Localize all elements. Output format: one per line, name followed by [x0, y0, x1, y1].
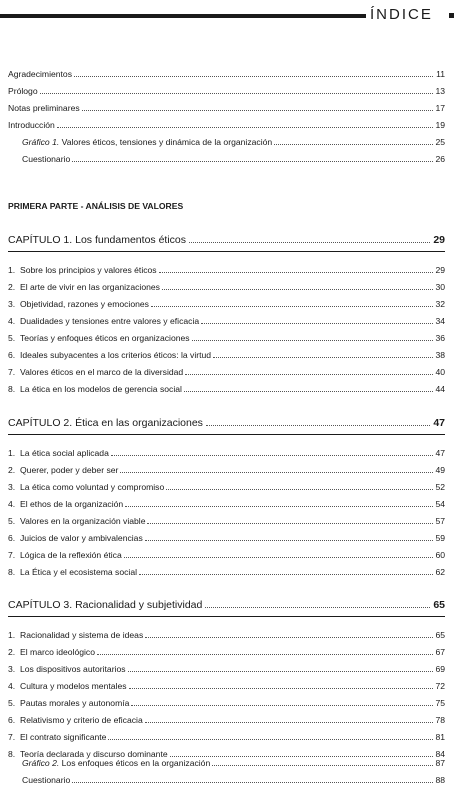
dot-leader: [274, 143, 433, 145]
toc-entry-page: 19: [435, 120, 445, 130]
toc-entry[interactable]: [8, 645, 445, 658]
toc-entry-number: 6.: [8, 715, 16, 725]
toc-entry-text: Racionalidad y sistema de ideas: [20, 630, 144, 640]
toc-entry-number: 8.: [8, 749, 16, 759]
toc-entry-text: Querer, poder y deber ser: [20, 465, 119, 475]
toc-entry-page: 88: [435, 775, 445, 785]
toc-entry-number: 4.: [8, 499, 16, 509]
toc-entry-number: 4.: [8, 681, 16, 691]
toc-entry-text: Notas preliminares: [8, 103, 80, 113]
toc-entry[interactable]: [8, 531, 445, 544]
dot-leader: [192, 339, 433, 341]
toc-entry[interactable]: [8, 331, 445, 344]
dot-leader: [131, 704, 433, 706]
chapter-title: CAPÍTULO 3. Racionalidad y subjetividad: [8, 599, 203, 611]
toc-entry-number: 2.: [8, 647, 16, 657]
toc-entry-page: 54: [435, 499, 445, 509]
toc-entry-page: 52: [435, 482, 445, 492]
graphic-label: Gráfico 2.: [22, 758, 60, 768]
graphic-label: Gráfico 1.: [22, 137, 60, 147]
toc-entry-page: 34: [435, 316, 445, 326]
dot-leader: [139, 573, 433, 575]
toc-entry[interactable]: [8, 297, 445, 310]
dot-leader: [213, 356, 433, 358]
toc-entry-page: 69: [435, 664, 445, 674]
toc-entry-text: Lógica de la reflexión ética: [20, 550, 122, 560]
toc-entry-number: 7.: [8, 367, 16, 377]
dot-leader: [124, 556, 433, 558]
dot-leader: [129, 687, 433, 689]
dot-leader: [184, 390, 433, 392]
toc-entry[interactable]: [8, 679, 445, 692]
toc-entry[interactable]: [8, 365, 445, 378]
toc-entry-page: 30: [435, 282, 445, 292]
toc-entry-text: Introducción: [8, 120, 55, 130]
toc-entry[interactable]: [8, 101, 445, 114]
chapter-rule: [8, 434, 445, 435]
toc-entry-text: El marco ideológico: [20, 647, 95, 657]
toc-entry-page: 38: [435, 350, 445, 360]
toc-entry-number: 3.: [8, 664, 16, 674]
toc-entry-page: 78: [435, 715, 445, 725]
toc-entry[interactable]: [8, 514, 445, 527]
chapter-heading[interactable]: [8, 415, 445, 430]
toc-entry-text: Los dispositivos autoritarios: [20, 664, 126, 674]
toc-entry-number: 7.: [8, 550, 16, 560]
chapter-page: 47: [433, 417, 445, 429]
dot-leader: [189, 241, 430, 243]
chapter-page: 29: [433, 234, 445, 246]
toc-entry-number: 1.: [8, 630, 16, 640]
chapter-title: CAPÍTULO 2. Ética en las organizaciones: [8, 417, 203, 429]
chapter-heading[interactable]: [8, 232, 445, 247]
dot-leader: [159, 271, 433, 273]
toc-entry-page: 60: [435, 550, 445, 560]
chapter-rule: [8, 251, 445, 252]
toc-entry-number: 5.: [8, 516, 16, 526]
dot-leader: [72, 160, 433, 162]
toc-entry-page: 81: [435, 732, 445, 742]
dot-leader: [72, 781, 433, 783]
toc-entry[interactable]: [8, 263, 445, 276]
dot-leader: [40, 92, 433, 94]
dot-leader: [74, 75, 433, 77]
toc-entry-page: 25: [435, 137, 445, 147]
graphic-title: Los enfoques éticos en la organización: [59, 758, 211, 768]
dot-leader: [82, 109, 433, 111]
toc-entry-text: Teoría declarada y discurso dominante: [20, 749, 168, 759]
toc-entry-graphic[interactable]: [22, 756, 445, 769]
toc-entry[interactable]: [8, 696, 445, 709]
part-heading: PRIMERA PARTE - ANÁLISIS DE VALORES: [8, 201, 184, 211]
toc-entry[interactable]: [8, 730, 445, 743]
toc-entry[interactable]: [8, 662, 445, 675]
toc-entry-text: Teorías y enfoques éticos en organizaciones: [20, 333, 190, 343]
toc-entry-text: Sobre los principios y valores éticos: [20, 265, 157, 275]
toc-entry[interactable]: [8, 446, 445, 459]
toc-entry-page: 84: [435, 749, 445, 759]
dot-leader: [128, 670, 433, 672]
toc-entry-questionnaire[interactable]: [22, 152, 445, 165]
toc-entry-page: 11: [436, 69, 445, 79]
toc-entry[interactable]: [8, 118, 445, 131]
chapter-page: 65: [433, 599, 445, 611]
dot-leader: [206, 424, 430, 426]
toc-entry-text: La ética social aplicada: [20, 448, 109, 458]
toc-entry-text: Valores en la organización viable: [20, 516, 146, 526]
toc-entry-page: 47: [435, 448, 445, 458]
toc-entry-page: 44: [435, 384, 445, 394]
toc-entry-text: La Ética y el ecosistema social: [20, 567, 138, 577]
dot-leader: [97, 653, 433, 655]
toc-entry-number: 5.: [8, 333, 16, 343]
toc-entry-page: 72: [435, 681, 445, 691]
toc-entry-number: 5.: [8, 698, 16, 708]
toc-entry-page: 59: [435, 533, 445, 543]
dot-leader: [57, 126, 433, 128]
dot-leader: [151, 305, 433, 307]
toc-entry-text: Juicios de valor y ambivalencias: [20, 533, 143, 543]
toc-entry-text: Agradecimientos: [8, 69, 73, 79]
dot-leader: [111, 454, 433, 456]
toc-entry-text: Prólogo: [8, 86, 38, 96]
toc-entry[interactable]: [8, 463, 445, 476]
toc-entry[interactable]: [8, 280, 445, 293]
dot-leader: [108, 738, 433, 740]
toc-entry-text: Relativismo y criterio de eficacia: [20, 715, 143, 725]
dot-leader: [145, 721, 433, 723]
toc-entry-number: 8.: [8, 384, 16, 394]
toc-entry-text: El arte de vivir en las organizaciones: [20, 282, 160, 292]
graphic-title: Valores éticos, tensiones y dinámica de la organización: [59, 137, 273, 147]
dot-leader: [120, 471, 433, 473]
toc-entry-text: Pautas morales y autonomía: [20, 698, 130, 708]
dot-leader: [145, 539, 433, 541]
toc-entry-text: El contrato significante: [20, 732, 107, 742]
toc-entry-page: 67: [435, 647, 445, 657]
toc-entry-page: 32: [435, 299, 445, 309]
chapter-heading[interactable]: [8, 597, 445, 612]
dot-leader: [212, 764, 433, 766]
toc-entry-page: 75: [435, 698, 445, 708]
toc-entry-text: Cuestionario: [22, 154, 71, 164]
toc-entry-text: [22, 758, 210, 769]
dot-leader: [125, 505, 433, 507]
toc-entry-number: 6.: [8, 533, 16, 543]
dot-leader: [185, 373, 433, 375]
toc-entry-page: 13: [435, 86, 445, 96]
toc-entry-text: Valores éticos en el marco de la diversidad: [20, 367, 184, 377]
toc-entry-number: 4.: [8, 316, 16, 326]
toc-entry[interactable]: [8, 713, 445, 726]
toc-entry-text: La ética como voluntad y compromiso: [20, 482, 165, 492]
toc-entry-page: 87: [435, 758, 445, 768]
header-rule: [0, 14, 366, 18]
toc-entry-text: El ethos de la organización: [20, 499, 124, 509]
toc-entry-number: 3.: [8, 482, 16, 492]
toc-entry[interactable]: [8, 480, 445, 493]
toc-entry[interactable]: [8, 565, 445, 578]
toc-entry[interactable]: [8, 382, 445, 395]
toc-entry-page: 49: [435, 465, 445, 475]
toc-entry-page: 57: [435, 516, 445, 526]
toc-entry-graphic[interactable]: [22, 135, 445, 148]
chapter-rule: [8, 616, 445, 617]
toc-entry-number: 3.: [8, 299, 16, 309]
toc-entry[interactable]: [8, 314, 445, 327]
dot-leader: [162, 288, 433, 290]
toc-entry-number: 8.: [8, 567, 16, 577]
toc-entry-text: Dualidades y tensiones entre valores y eficacia: [20, 316, 200, 326]
toc-entry-page: 26: [435, 154, 445, 164]
toc-entry-number: 7.: [8, 732, 16, 742]
dot-leader: [147, 522, 433, 524]
toc-entry-text: Cultura y modelos mentales: [20, 681, 127, 691]
toc-entry-page: 17: [435, 103, 445, 113]
toc-entry-text: [22, 137, 272, 148]
toc-entry-text: Cuestionario: [22, 775, 71, 785]
dot-leader: [166, 488, 433, 490]
page-title: ÍNDICE: [370, 6, 433, 23]
toc-entry-number: 2.: [8, 465, 16, 475]
toc-entry-page: 65: [435, 630, 445, 640]
toc-entry[interactable]: [8, 497, 445, 510]
toc-entry-page: 29: [435, 265, 445, 275]
toc-entry-number: 1.: [8, 448, 16, 458]
toc-entry[interactable]: [8, 548, 445, 561]
toc-entry-page: 36: [435, 333, 445, 343]
chapter-title: CAPÍTULO 1. Los fundamentos éticos: [8, 234, 187, 246]
toc-entry[interactable]: [8, 84, 445, 97]
dot-leader: [205, 606, 430, 608]
toc-entry-text: Ideales subyacentes a los criterios éticos: la virtud: [20, 350, 212, 360]
toc-entry-number: 1.: [8, 265, 16, 275]
toc-entry[interactable]: [8, 628, 445, 641]
toc-entry-questionnaire[interactable]: [22, 773, 445, 786]
toc-entry-page: 62: [435, 567, 445, 577]
toc-entry[interactable]: [8, 348, 445, 361]
toc-entry-page: 40: [435, 367, 445, 377]
toc-entry-number: 2.: [8, 282, 16, 292]
toc-entry[interactable]: [8, 67, 445, 80]
toc-entry-text: La ética en los modelos de gerencia social: [20, 384, 182, 394]
dot-leader: [201, 322, 433, 324]
toc-entry-text: Objetividad, razones y emociones: [20, 299, 149, 309]
dot-leader: [145, 636, 433, 638]
header-bullet: [449, 13, 454, 18]
toc-entry-number: 6.: [8, 350, 16, 360]
